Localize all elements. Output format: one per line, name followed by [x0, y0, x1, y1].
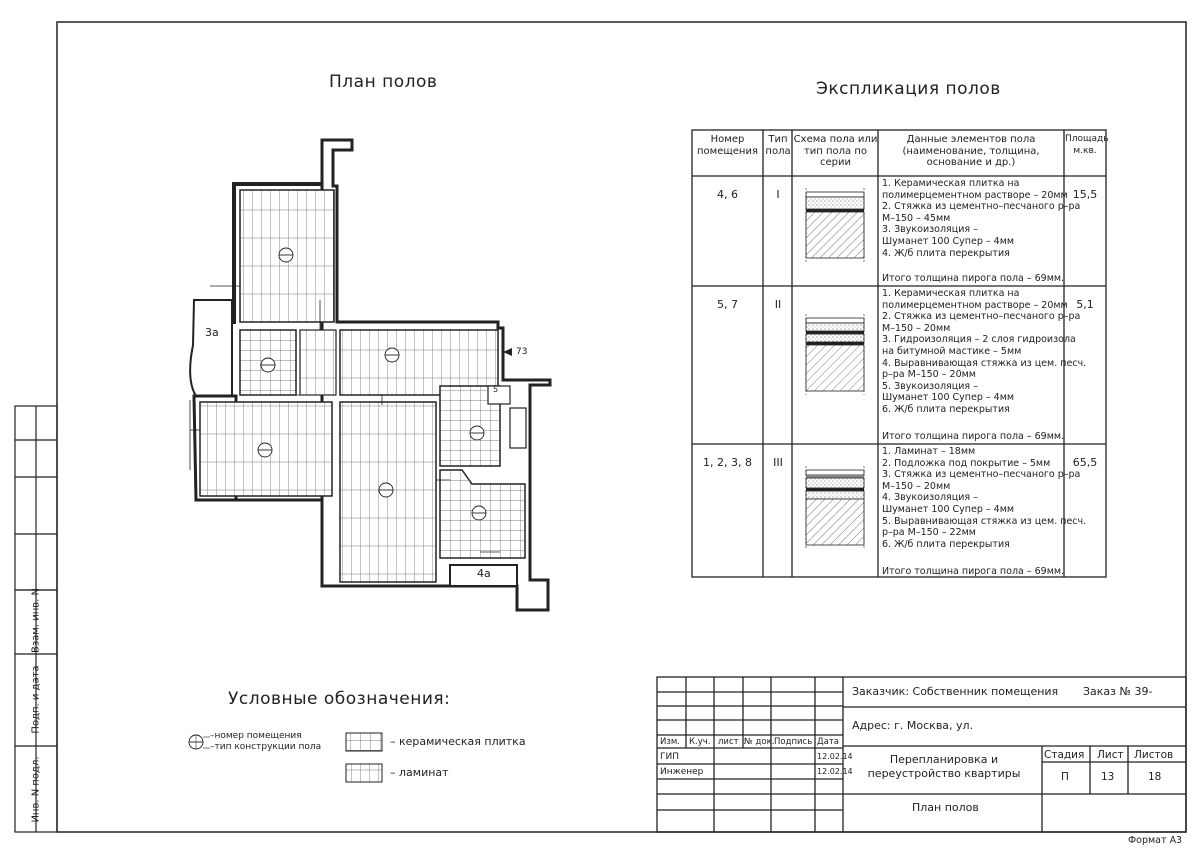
element-line: на битумной мастике – 5мм — [882, 345, 1022, 357]
element-line: Шуманет 100 Супер – 4мм — [882, 392, 1015, 404]
floor-scheme-1 — [806, 188, 864, 262]
element-line: 5. Звукоизоляция – — [882, 380, 978, 392]
header-scheme: Схема пола или тип пола по серии — [793, 134, 878, 168]
header-area: Площадь м.кв. — [1065, 134, 1109, 156]
header-elements: Данные элементов пола (наименование, толщина, основание и др.) — [902, 134, 1040, 168]
legend-construction-type: –тип конструкции пола — [210, 742, 322, 752]
element-line: 2. Подложка под покрытие – 5мм — [882, 457, 1051, 469]
element-line: 4. Выравнивающая стяжка из цем. песч. — [882, 357, 1087, 369]
stamp-engineer: Инженер — [660, 767, 704, 777]
floor-scheme-2 — [806, 314, 864, 395]
stamp-col-kuch: К.уч. — [689, 737, 711, 747]
header-type: Тип пола — [765, 134, 791, 157]
stamp-gip: ГИП — [660, 752, 679, 762]
stamp-project: Перепланировка и переустройство квартиры — [867, 753, 1021, 780]
row-1-elements — [882, 178, 1080, 259]
element-line: М–150 – 20мм — [882, 480, 951, 492]
stamp-drawing: План полов — [912, 801, 979, 814]
element-line: 3. Гидроизоляция – 2 слоя гидроизола — [882, 334, 1076, 346]
stamp-date-1: 12.02.14 — [817, 752, 853, 761]
stamp-col-list: лист — [718, 737, 739, 747]
row-1-area: 15,5 — [1072, 188, 1098, 201]
side-sign-date: Подп. и дата — [30, 665, 42, 734]
row-2-area: 5,1 — [1076, 298, 1094, 311]
element-line: М–150 – 20мм — [882, 322, 951, 334]
row-2-type: II — [774, 298, 782, 311]
element-line: 5. Выравнивающая стяжка из цем. песч. — [882, 515, 1087, 527]
header-room-no: Номер помещения — [697, 134, 758, 157]
stamp-customer: Заказчик: Собственник помещения — [852, 685, 1059, 698]
row-3-rooms: 1, 2, 3, 8 — [703, 456, 752, 469]
element-line: 6. Ж/б плита перекрытия — [882, 403, 1010, 415]
stamp-sheet-label: Лист — [1097, 749, 1124, 761]
stamp-col-sign: Подпись — [774, 737, 813, 747]
floor-plan — [190, 140, 550, 610]
legend-room-number: –номер помещения — [210, 731, 302, 741]
balcony-4a-label: 4а — [477, 567, 491, 580]
mark-73-label: 73 — [516, 347, 528, 357]
element-line: 6. Ж/б плита перекрытия — [882, 538, 1010, 550]
row-1-rooms: 4, 6 — [717, 188, 738, 201]
element-line: полимерцементном растворе – 20мм — [882, 189, 1068, 201]
legend-ceramic: – керамическая плитка — [390, 735, 526, 748]
stamp-format: Формат А3 — [1128, 835, 1183, 846]
row-2-total: Итого толщина пирога пола – 69мм. — [882, 431, 1065, 442]
element-line: 4. Ж/б плита перекрытия — [882, 247, 1010, 259]
plan-title: План полов — [329, 72, 438, 92]
element-line: 3. Стяжка из цементно–песчаного р–ра — [882, 469, 1081, 481]
element-line: 1. Керамическая плитка на — [882, 288, 1020, 299]
element-line: 4. Звукоизоляция – — [882, 492, 978, 504]
stamp-order: Заказ № 39- — [1083, 685, 1153, 698]
explication-title: Экспликация полов — [816, 79, 1001, 99]
row-3-elements — [882, 446, 1086, 550]
balcony-3a-label: 3а — [205, 326, 219, 339]
row-2-elements — [882, 288, 1086, 416]
row-3-area: 65,5 — [1072, 456, 1098, 469]
stamp-col-doc: № док. — [744, 737, 775, 747]
row-3-type: III — [773, 456, 783, 469]
stamp-stage-label: Стадия — [1044, 749, 1085, 761]
stamp-col-date: Дата — [817, 737, 840, 747]
element-line: р–ра М–150 – 20мм — [882, 369, 976, 381]
row-3-total: Итого толщина пирога пола – 69мм. — [882, 566, 1065, 577]
row-2-rooms: 5, 7 — [717, 298, 738, 311]
element-line: 1. Ламинат – 18мм — [882, 446, 976, 457]
stamp-stage: П — [1061, 771, 1069, 783]
side-inv-orig: Инв. N подл. — [30, 756, 42, 823]
element-line: М–150 – 45мм — [882, 212, 951, 224]
element-line: 1. Керамическая плитка на — [882, 178, 1020, 189]
floor-scheme-3 — [806, 466, 864, 550]
stamp-col-izm: Изм. — [660, 737, 680, 747]
element-line: Шуманет 100 Супер – 4мм — [882, 503, 1015, 515]
element-line: р–ра М–150 – 22мм — [882, 527, 976, 539]
row-1-type: I — [776, 188, 780, 201]
element-line: 3. Звукоизоляция – — [882, 224, 978, 236]
side-vzam: Взам. инв. N — [30, 588, 42, 653]
row-1-total: Итого толщина пирога пола – 69мм. — [882, 273, 1065, 284]
room-5-label: 5 — [493, 385, 499, 394]
legend-title: Условные обозначения: — [228, 689, 451, 709]
stamp-sheets-label: Листов — [1134, 749, 1174, 761]
element-line: 2. Стяжка из цементно–песчаного р–ра — [882, 201, 1081, 213]
corridor-laminate — [300, 330, 336, 395]
element-line: Шуманет 100 Супер – 4мм — [882, 235, 1015, 247]
stamp-date-2: 12.02.14 — [817, 767, 853, 776]
stamp-sheets: 18 — [1148, 771, 1162, 783]
stamp-address: Адрес: г. Москва, ул. — [852, 719, 974, 732]
element-line: 2. Стяжка из цементно–песчаного р–ра — [882, 311, 1081, 323]
element-line: полимерцементном растворе – 20мм — [882, 299, 1068, 311]
stamp-sheet: 13 — [1101, 771, 1115, 783]
legend-laminate: – ламинат — [390, 766, 449, 779]
